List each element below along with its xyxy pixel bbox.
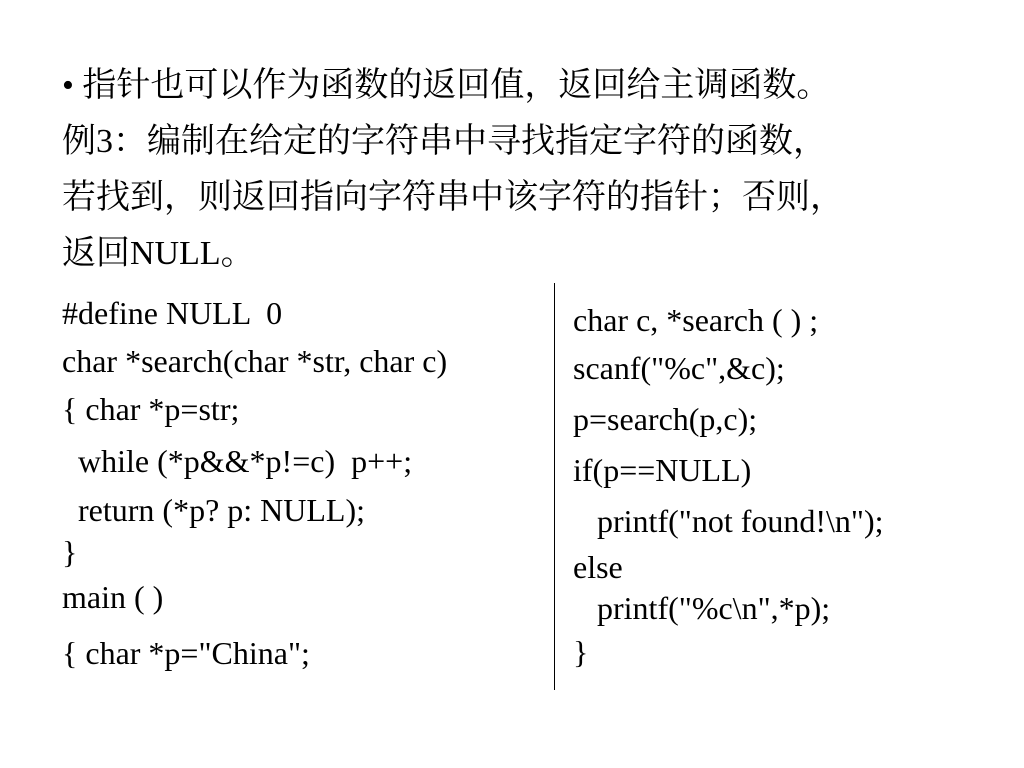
code-line: } bbox=[62, 534, 78, 570]
code-line: while (*p&&*p!=c) p++; bbox=[62, 443, 413, 479]
code-line: p=search(p,c); bbox=[573, 401, 758, 437]
intro-line-4: 返回NULL。 bbox=[62, 235, 255, 272]
intro-line-1: • 指针也可以作为函数的返回值，返回给主调函数。 bbox=[62, 67, 831, 104]
code-line: else bbox=[573, 549, 623, 585]
code-line: main ( ) bbox=[62, 579, 164, 615]
code-line: } bbox=[573, 634, 589, 670]
code-line: { char *p="China"; bbox=[62, 635, 310, 671]
code-line: scanf("%c",&c); bbox=[573, 350, 785, 386]
code-line: char *search(char *str, char c) bbox=[62, 343, 448, 379]
intro-line-3: 若找到，则返回指向字符串中该字符的指针；否则， bbox=[62, 179, 844, 216]
intro-line-2: 例3：编制在给定的字符串中寻找指定字符的函数， bbox=[62, 123, 827, 160]
intro-paragraph bbox=[62, 58, 982, 282]
code-line: printf("%c\n",*p); bbox=[573, 590, 831, 626]
code-line: return (*p? p: NULL); bbox=[62, 492, 366, 528]
code-line: #define NULL 0 bbox=[62, 295, 283, 331]
column-divider bbox=[554, 283, 555, 690]
code-line: char c, *search ( ) ; bbox=[573, 302, 819, 338]
code-line: if(p==NULL) bbox=[573, 452, 752, 488]
code-line: printf("not found!\n"); bbox=[573, 503, 884, 539]
code-line: { char *p=str; bbox=[62, 391, 240, 427]
